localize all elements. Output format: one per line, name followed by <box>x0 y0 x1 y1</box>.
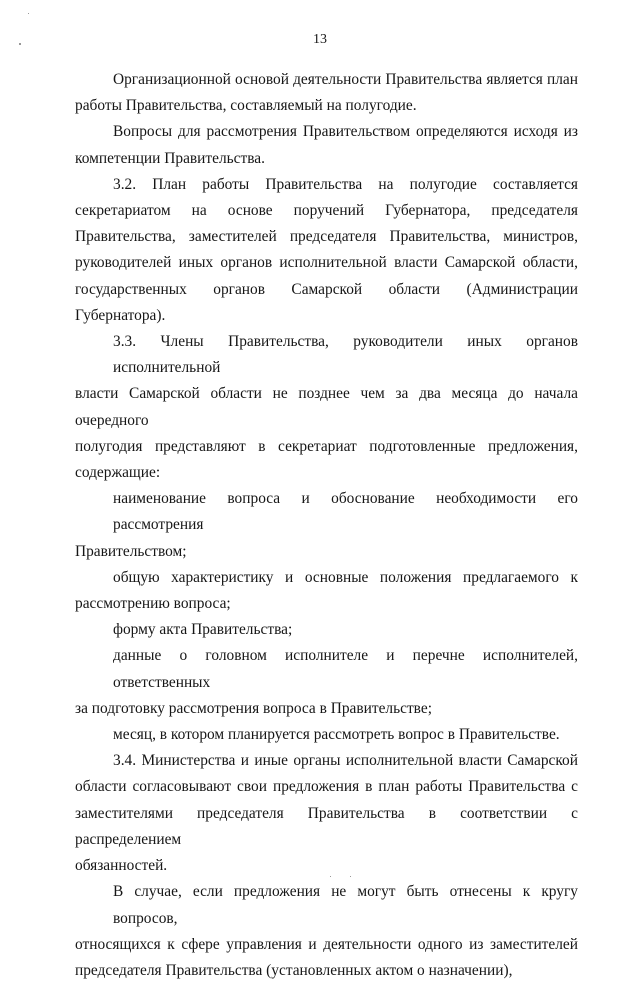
paragraph-line: председателя Правительства (установленных актом о назначении), <box>75 961 513 979</box>
paragraph <box>75 748 578 879</box>
paragraph-line: обязанностей. <box>75 857 168 875</box>
scan-speck <box>330 876 331 877</box>
paragraph <box>75 722 578 748</box>
paragraph-line: Вопросы для рассмотрения Правительством определяются исходя из <box>113 123 578 141</box>
paragraph <box>75 67 578 119</box>
paragraph-line: Правительства, заместителей председателя Правительства, министров, <box>75 228 578 246</box>
paragraph-line: компетенции Правительства. <box>75 149 265 167</box>
paragraph-line: власти Самарской области не позднее чем за два месяца до начала очередного <box>75 385 578 429</box>
paragraph-line: Правительством; <box>75 542 187 560</box>
paragraph-line: работы Правительства, составляемый на полугодие. <box>75 97 417 115</box>
paragraph <box>75 172 578 329</box>
paragraph-line: наименование вопроса и обоснование необходимости его рассмотрения <box>113 490 578 534</box>
paragraph <box>75 879 578 984</box>
scan-speck <box>28 13 29 14</box>
paragraph <box>75 119 578 171</box>
paragraph-line: 3.3. Члены Правительства, руководители иных органов исполнительной <box>113 333 578 377</box>
scan-speck <box>350 876 351 877</box>
paragraph-line: 3.2. План работы Правительства на полугодие составляется <box>113 175 578 193</box>
paragraph-line: секретариатом на основе поручений Губернатора, председателя <box>75 202 578 220</box>
paragraph <box>75 643 578 722</box>
paragraph-line: относящихся к сфере управления и деятельности одного из заместителей <box>75 935 578 953</box>
paragraph-line: данные о головном исполнителе и перечне исполнителей, ответственных <box>113 647 578 691</box>
paragraph-line: Организационной основой деятельности Правительства является план <box>113 71 578 88</box>
paragraph-line: форму акта Правительства; <box>113 621 293 639</box>
paragraph-line: рассмотрению вопроса; <box>75 595 231 613</box>
paragraph <box>75 565 578 617</box>
paragraph-line: месяц, в котором планируется рассмотреть вопрос в Правительстве. <box>113 726 560 744</box>
document-body <box>75 67 578 984</box>
paragraph-line: 3.4. Министерства и иные органы исполнительной власти Самарской <box>113 752 578 770</box>
paragraph-line: общую характеристику и основные положения предлагаемого к <box>113 568 578 586</box>
paragraph-line: содержащие: <box>75 464 161 482</box>
paragraph-line: за подготовку рассмотрения вопроса в Правительстве; <box>75 699 432 717</box>
paragraph-line: В случае, если предложения не могут быть отнесены к кругу вопросов, <box>113 883 578 927</box>
page-number: 13 <box>313 32 327 47</box>
paragraph-line: заместителями председателя Правительства в соответствии с распределением <box>75 804 578 848</box>
paragraph-line: полугодия представляют в секретариат подготовленные предложения, <box>75 437 578 455</box>
paragraph <box>75 329 578 486</box>
paragraph <box>75 486 578 565</box>
paragraph-line: государственных органов Самарской области (Администрации Губернатора). <box>75 280 578 324</box>
scan-speck <box>19 43 21 45</box>
paragraph <box>75 617 578 643</box>
paragraph-line: руководителей иных органов исполнительной власти Самарской области, <box>75 254 578 272</box>
paragraph-line: области согласовывают свои предложения в план работы Правительства с <box>75 778 578 796</box>
